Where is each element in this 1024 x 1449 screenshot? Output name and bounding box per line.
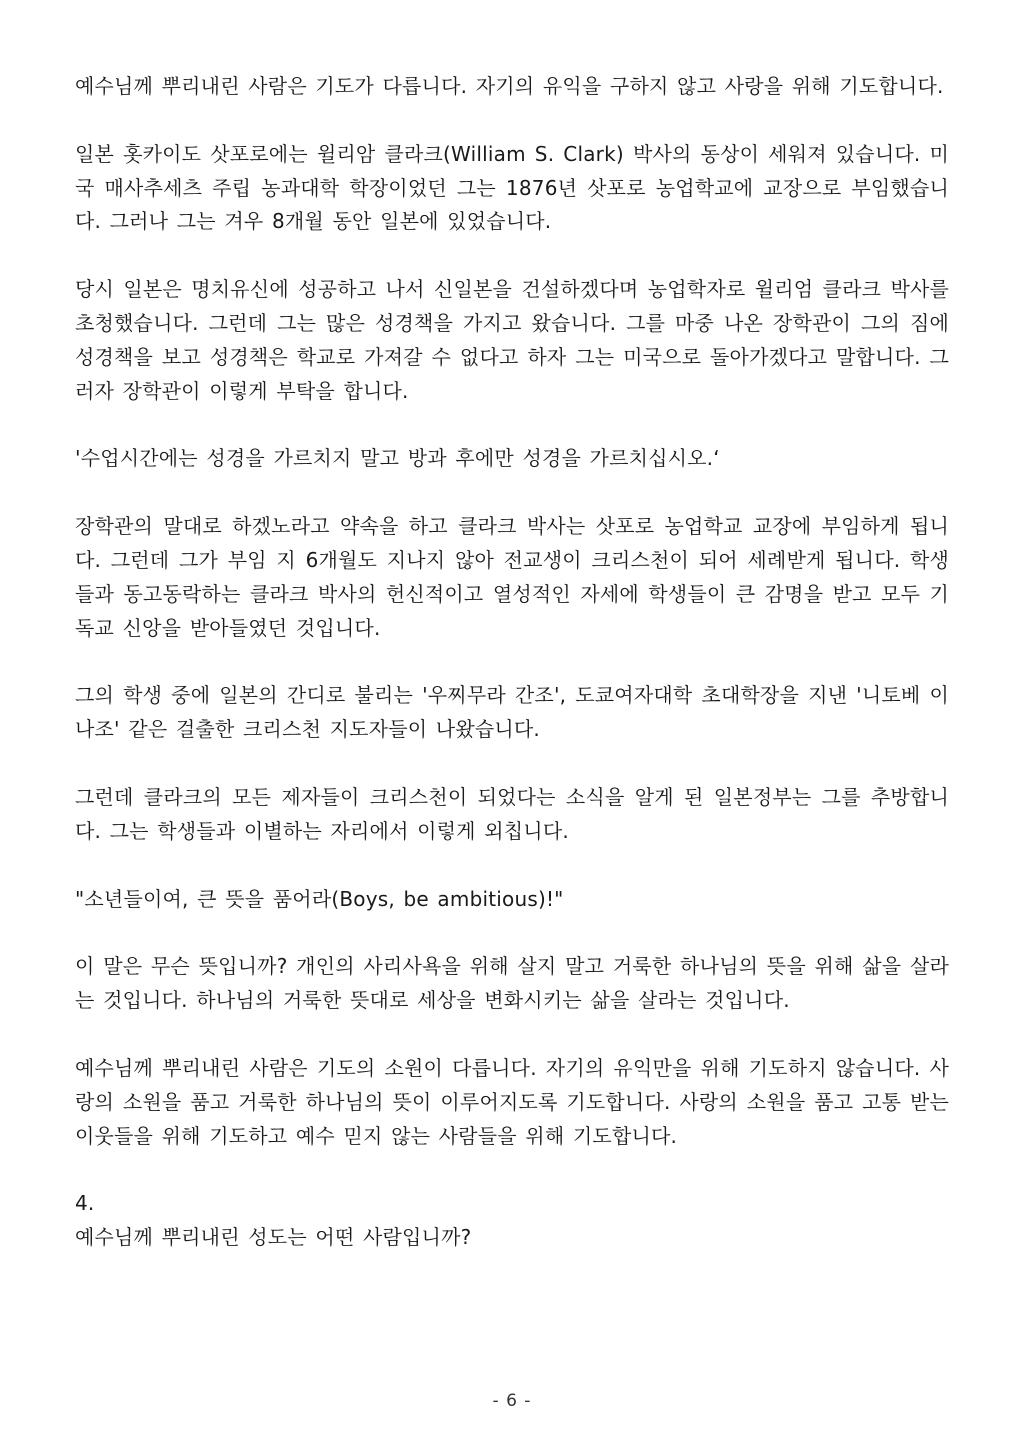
paragraph-6: 그의 학생 중에 일본의 간디로 불리는 '우찌무라 간조', 도쿄여자대학 초대학장을 지낸 '니토베 이나조' 같은 걸출한 크리스천 지도자들이 나왔습니다.: [75, 683, 949, 742]
section-number: 4.: [75, 1191, 95, 1216]
paragraph-2: 일본 홋카이도 삿포로에는 윌리암 클라크(William S. Clark) 박사의 동상이 세워져 있습니다. 미국 매사추세츠 주립 농과대학 학장이었던 그는 1876년 삿포로 농업학교에 교장으로 부임했습니다. 그러나 그는 겨우 8개월 동안 일본에 있었습니다.: [75, 141, 949, 234]
body-text: [75, 70, 949, 1289]
paragraph-1: 예수님께 뿌리내린 사람은 기도가 다릅니다. 자기의 유익을 구하지 않고 사랑을 위해 기도합니다.: [75, 74, 944, 98]
paragraph-5: 장학관의 말대로 하겠노라고 약속을 하고 클라크 박사는 삿포로 농업학교 교장에 부임하게 됩니다. 그런데 그가 부임 지 6개월도 지나지 않아 전교생이 크리스천이 되어 세례받게 됩니다. 학생들과 동고동락하는 클라크 박사의 헌신적이고 열성적인 자세에 학생들이 큰 감명을 받고 모두 기독교 신앙을 받아들였던 것입니다.: [75, 514, 949, 640]
paragraph-7: 그런데 클라크의 모든 제자들이 크리스천이 되었다는 소식을 알게 된 일본정부는 그를 추방합니다. 그는 학생들과 이별하는 자리에서 이렇게 외칩니다.: [75, 784, 949, 843]
section-question: 예수님께 뿌리내린 성도는 어떤 사람입니까?: [75, 1225, 472, 1250]
paragraph-9: 이 말은 무슨 뜻입니까? 개인의 사리사욕을 위해 살지 말고 거룩한 하나님의 뜻을 위해 삶을 살라는 것입니다. 하나님의 거룩한 뜻대로 세상을 변화시키는 삶을 살라는 것입니다.: [75, 954, 949, 1013]
paragraph-3: 당시 일본은 명치유신에 성공하고 나서 신일본을 건설하겠다며 농업학자로 윌리엄 클라크 박사를 초청했습니다. 그런데 그는 많은 성경책을 가지고 왔습니다. 그를 마중 나온 장학관이 그의 짐에 성경책을 보고 성경책은 학교로 가져갈 수 없다고 하자 그는 미국으로 돌아가겠다고 말합니다. 그러자 장학관이 이렇게 부탁을 합니다.: [75, 277, 949, 403]
page-number: - 6 -: [492, 1391, 532, 1411]
paragraph-10: 예수님께 뿌리내린 사람은 기도의 소원이 다릅니다. 자기의 유익만을 위해 기도하지 않습니다. 사랑의 소원을 품고 거룩한 하나님의 뜻이 이루어지도록 기도합니다. 사랑의 소원을 품고 고통 받는 이웃들을 위해 기도하고 예수 믿지 않는 사람들을 위해 기도합니다.: [75, 1055, 949, 1148]
paragraph-8: "소년들이여, 큰 뜻을 품어라(Boys, be ambitious)!": [75, 886, 564, 911]
paragraph-4: '수업시간에는 성경을 가르치지 말고 방과 후에만 성경을 가르치십시오.‘: [75, 446, 720, 471]
